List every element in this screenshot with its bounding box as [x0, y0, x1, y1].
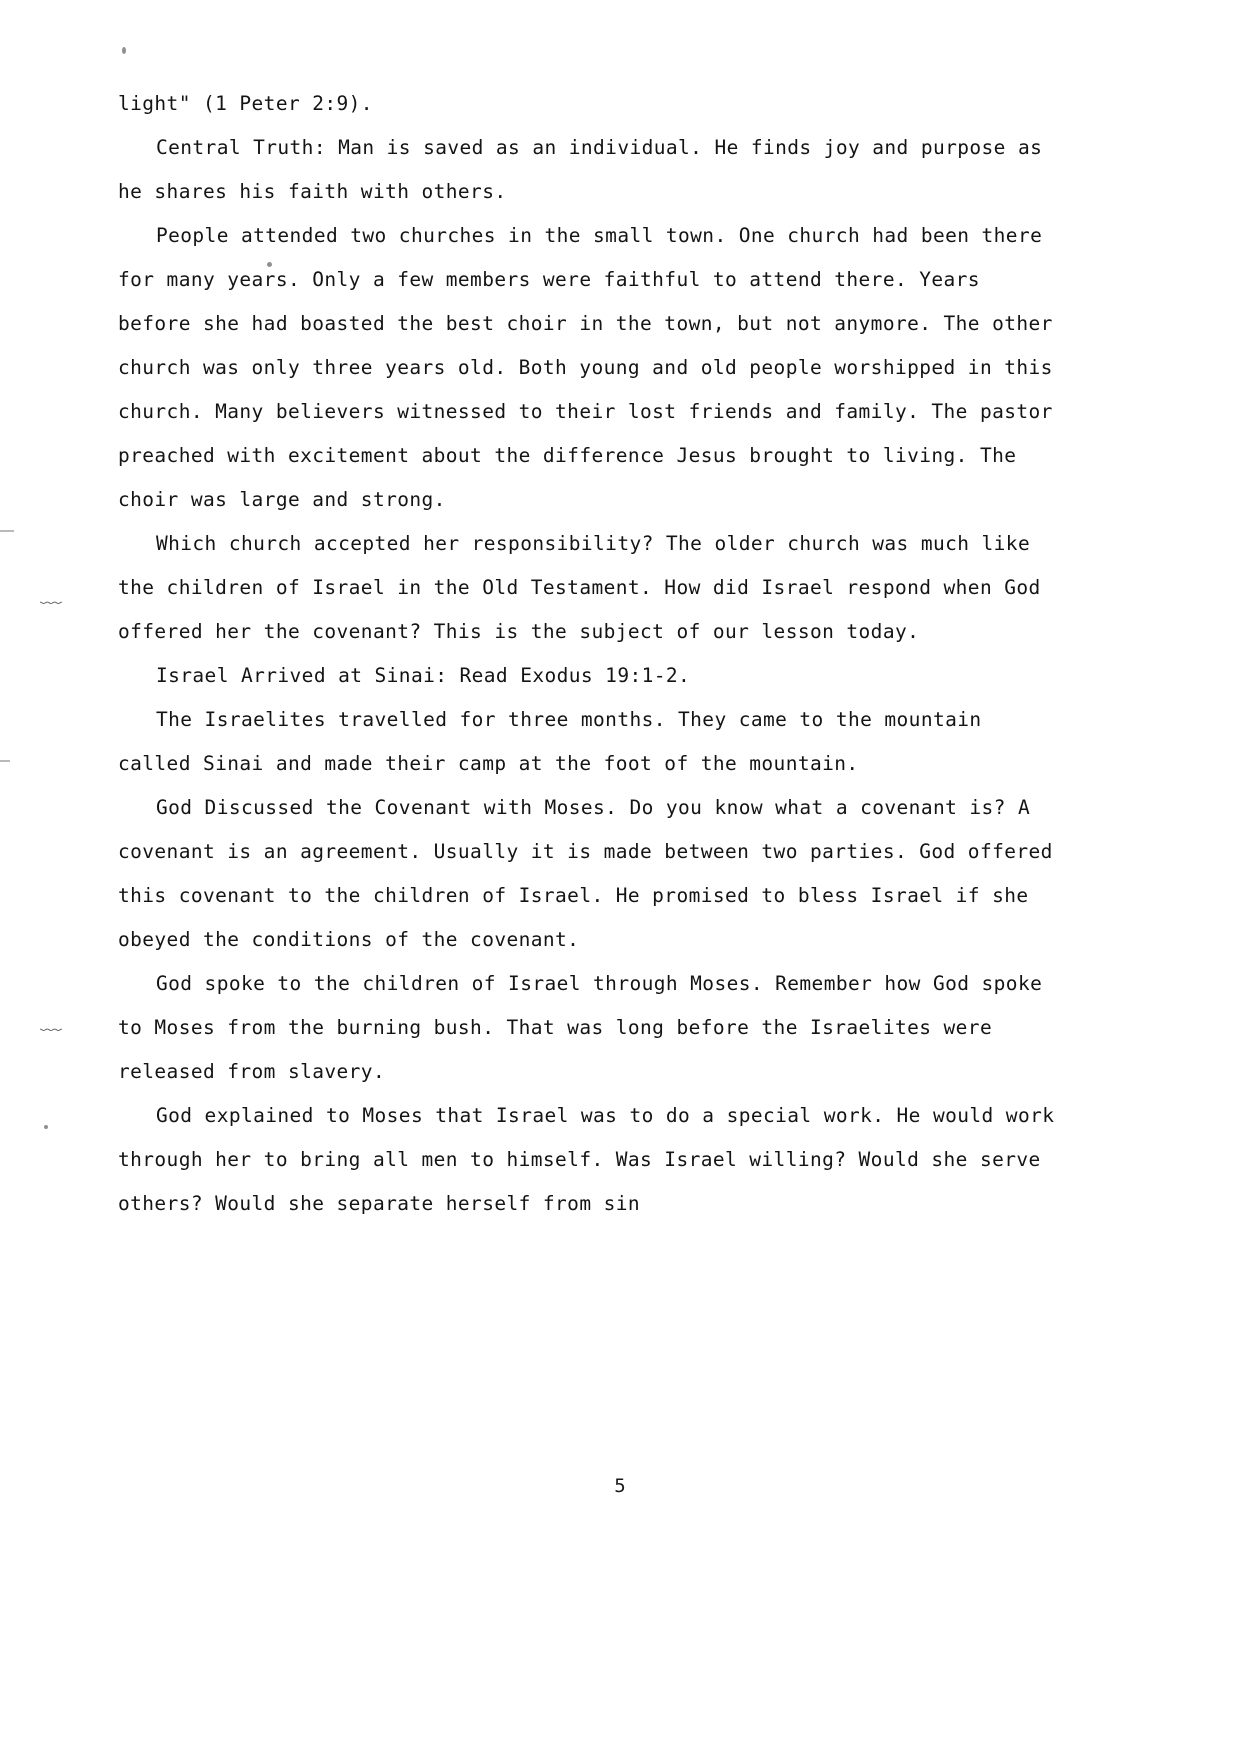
paragraph-god-spoke: God spoke to the children of Israel through Moses. Remember how God spoke to Moses from the burning bush. That was long before the Israelites were released from slavery.	[118, 972, 1055, 1083]
scan-edge-mark	[0, 760, 10, 762]
scan-stray-mark: ﹏	[40, 1010, 63, 1035]
paragraph-central-truth: Central Truth: Man is saved as an individual. He finds joy and purpose as he shares his faith with others.	[118, 136, 1055, 203]
paragraph-two-churches: People attended two churches in the small town. One church had been there for many years. Only a few members were faithful to attend there. Years before she had boasted the best choir in the town, but not anymore. The other church was only three years old. Both young and old people worshipped in this church. Many believers witnessed to their lost friends and family. The pastor preached with excitement about the difference Jesus brought to living. The choir was large and strong.	[118, 224, 1065, 511]
paragraph-god-discussed-covenant: God Discussed the Covenant with Moses. Do you know what a covenant is? A covenant is an agreement. Usually it is made between two parties. God offered this covenant to the children of Israel. He promised to bless Israel if she obeyed the conditions of the covenant.	[118, 796, 1065, 951]
paragraph-god-explained: God explained to Moses that Israel was to do a special work. He would work through her to bring all men to himself. Was Israel willing? Would she serve others? Would she separate herself from sin	[118, 1104, 1067, 1215]
scan-stray-mark: ﹏	[40, 583, 63, 608]
page-number: 5	[614, 1475, 626, 1497]
paragraph-which-church: Which church accepted her responsibility? The older church was much like the children of Israel in the Old Testament. How did Israel respond when God offered her the covenant? This is the subject of our lesson today.	[118, 532, 1053, 643]
paragraph-israel-arrived-heading: Israel Arrived at Sinai: Read Exodus 19:1-2.	[156, 664, 691, 687]
scan-edge-mark	[0, 530, 14, 532]
paragraph-israelites-travelled: The Israelites travelled for three months. They came to the mountain called Sinai and made their camp at the foot of the mountain.	[118, 708, 994, 775]
paragraph: light" (1 Peter 2:9).	[118, 92, 373, 115]
scan-speck	[44, 1125, 48, 1129]
document-body	[118, 82, 1067, 1226]
scan-speck	[122, 47, 126, 54]
